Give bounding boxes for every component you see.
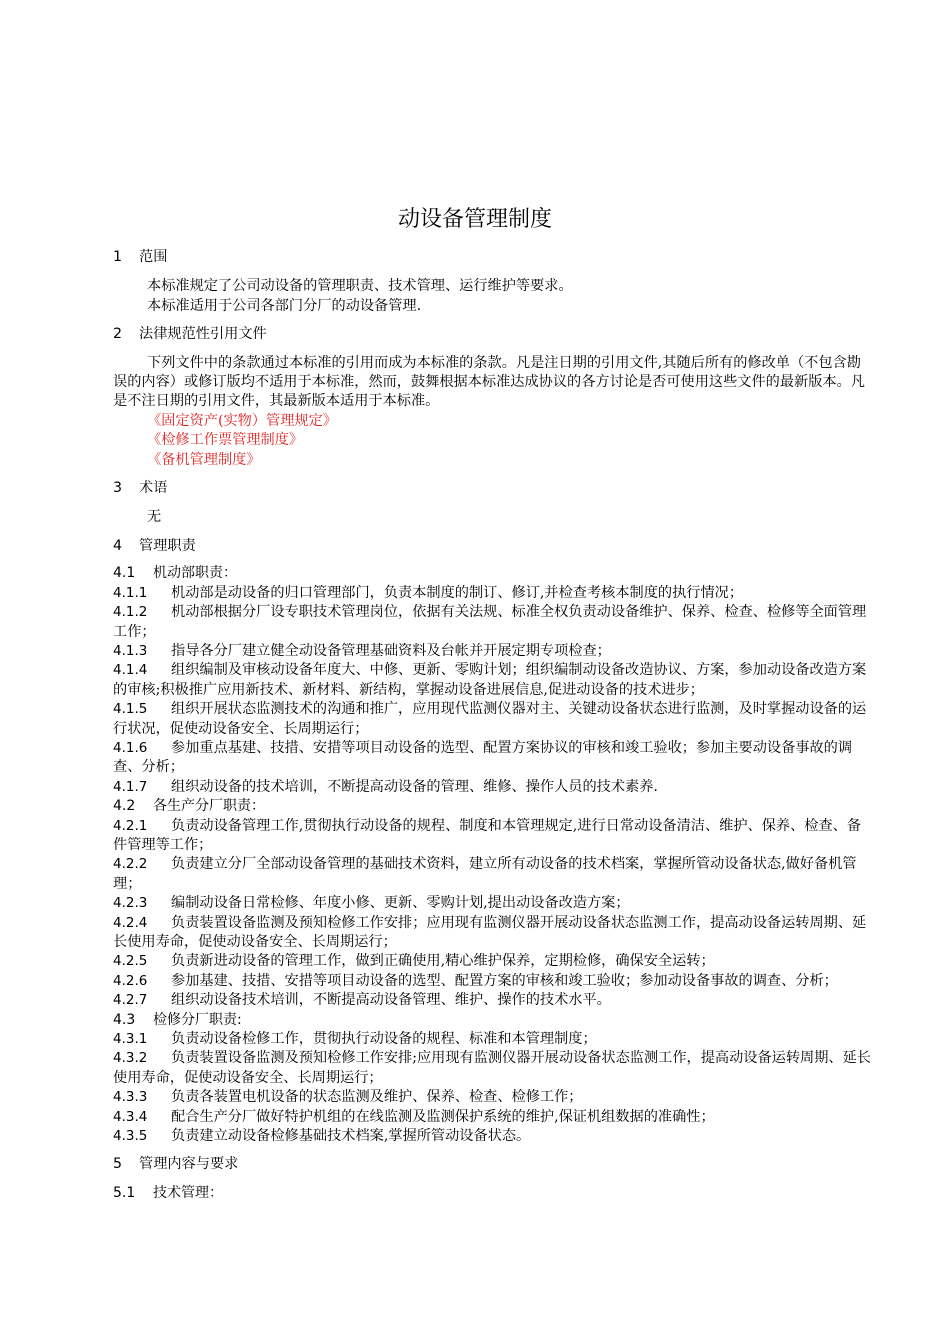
clause-item [113, 642, 873, 661]
clause-item [113, 778, 873, 797]
section-heading [113, 248, 873, 267]
section-title: 术语 [139, 480, 168, 497]
clause-text: 负责建立分厂全部动设备管理的基础技术资料，建立所有动设备的技术档案，掌握所管动设备状态,做好备机管理； [113, 856, 857, 892]
document-body [113, 243, 873, 1203]
subsection-number: 4.2 [113, 798, 136, 815]
section-heading [113, 325, 873, 344]
clause-item [113, 914, 873, 953]
clause-text: 组织编制及审核动设备年度大、中修、更新、零购计划；组织编制动设备改造协议、方案，参加动设备改造方案的审核;积极推广应用新技术、新材料、新结构，掌握动设备进展信息,促进动设备的技术进步； [113, 662, 867, 698]
subsection-number: 5.1 [113, 1184, 136, 1201]
clause-item [113, 1049, 873, 1088]
section-heading [113, 1155, 873, 1174]
reference-document: 《固定资产(实物）管理规定》 [147, 412, 337, 429]
clause-text: 负责建立动设备检修基础技术档案,掌握所管动设备状态。 [171, 1128, 531, 1145]
clause-number: 4.3.4 [113, 1108, 148, 1125]
clause-item [113, 1088, 873, 1107]
clause-text: 机动部是动设备的归口管理部门，负责本制度的制订、修订,并检查考核本制度的执行情况； [171, 584, 744, 601]
clause-item [113, 817, 873, 856]
clause-number: 4.2.7 [113, 992, 148, 1009]
clause-number: 4.1.7 [113, 778, 148, 795]
clause-number: 4.3.1 [113, 1031, 148, 1048]
reference-document: 《检修工作票管理制度》 [147, 432, 304, 449]
clause-text: 组织动设备的技术培训，不断提高动设备的管理、维修、操作人员的技术素养. [171, 778, 658, 795]
subsection-heading [113, 1011, 873, 1030]
clause-number: 4.1.6 [113, 739, 148, 756]
subsection-title: 检修分厂职责: [153, 1011, 242, 1028]
clause-text: 负责新进动设备的管理工作，做到正确使用,精心维护保养，定期检修，确保安全运转； [171, 953, 715, 970]
clause-item [113, 661, 873, 700]
section-title: 管理职责 [139, 537, 196, 554]
section-title: 范围 [139, 249, 168, 265]
section-number: 1 [113, 249, 123, 265]
reference-document: 《备机管理制度》 [147, 451, 261, 468]
clause-number: 4.2.4 [113, 914, 148, 931]
clause-item [113, 855, 873, 894]
subsection-number: 4.1 [113, 565, 136, 582]
clause-number: 4.2.2 [113, 856, 148, 873]
clause-text: 负责各装置电机设备的状态监测及维护、保养、检查、检修工作； [171, 1089, 583, 1106]
clause-item [113, 1030, 873, 1049]
clause-text: 组织开展状态监测技术的沟通和推广，应用现代监测仪器对主、关键动设备状态进行监测，及时掌握动设备的运行状况，促使动设备安全、长周期运行； [113, 701, 867, 737]
section-number: 5 [113, 1156, 123, 1173]
subsection-heading [113, 1184, 873, 1203]
clause-number: 4.1.1 [113, 584, 148, 601]
subsection-title: 各生产分厂职责： [153, 798, 265, 815]
clause-text: 负责动设备检修工作，贯彻执行动设备的规程、标准和本管理制度； [171, 1031, 597, 1048]
subsection-heading [113, 564, 873, 583]
clause-number: 4.1.5 [113, 701, 148, 718]
clause-text: 机动部根据分厂设专职技术管理岗位，依据有关法规、标准全权负责动设备维护、保养、检查、检修等全面管理工作； [113, 604, 867, 640]
clause-number: 4.1.3 [113, 642, 148, 659]
subsection-title: 技术管理： [153, 1184, 223, 1201]
subsection-number: 4.3 [113, 1011, 136, 1028]
clause-number: 4.3.5 [113, 1128, 148, 1145]
clause-number: 4.1.4 [113, 662, 148, 679]
clause-text: 指导各分厂建立健全动设备管理基础资料及台帐并开展定期专项检查； [171, 642, 611, 659]
clause-number: 4.2.3 [113, 895, 148, 912]
clause-text: 负责装置设备监测及预知检修工作安排；应用现有监测仪器开展动设备状态监测工作，提高动设备运转周期、延长使用寿命，促使动设备安全、长周期运行； [113, 914, 867, 950]
section-number: 2 [113, 326, 123, 343]
subsection-heading [113, 797, 873, 816]
clause-item [113, 739, 873, 778]
section-title: 法律规范性引用文件 [139, 326, 267, 343]
paragraph: 本标准适用于公司各部门分厂的动设备管理. [147, 297, 422, 314]
paragraph: 无 [147, 509, 162, 526]
document-title: 动设备管理制度 [397, 207, 552, 232]
clause-text: 参加基建、技措、安措等项目动设备的选型、配置方案的审核和竣工验收；参加动设备事故的调查、分析； [171, 972, 838, 989]
clause-number: 4.2.1 [113, 817, 148, 834]
clause-number: 4.2.5 [113, 953, 148, 970]
clause-item [113, 991, 873, 1010]
clause-text: 参加重点基建、技措、安措等项目动设备的选型、配置方案协议的审核和竣工验收；参加主要动设备事故的调查、分析； [113, 739, 853, 776]
section-heading [113, 537, 873, 556]
clause-item [113, 952, 873, 971]
section-number: 3 [113, 480, 123, 497]
clause-item [113, 894, 873, 913]
clause-item [113, 584, 873, 603]
clause-number: 4.1.2 [113, 604, 148, 621]
clause-text: 编制动设备日常检修、年度小修、更新、零购计划,提出动设备改造方案； [171, 895, 630, 912]
clause-number: 4.3.3 [113, 1089, 148, 1106]
clause-number: 4.3.2 [113, 1050, 148, 1067]
section-number: 4 [113, 537, 123, 554]
clause-item [113, 1127, 873, 1146]
clause-text: 配合生产分厂做好特护机组的在线监测及监测保护系统的维护,保证机组数据的准确性； [171, 1108, 715, 1125]
clause-item [113, 1108, 873, 1127]
clause-text: 负责动设备管理工作,贯彻执行动设备的规程、制度和本管理规定,进行日常动设备清洁、维护、保养、检查、备件管理等工作； [113, 817, 862, 853]
paragraph: 本标准规定了公司动设备的管理职责、技术管理、运行维护等要求。 [147, 278, 573, 295]
section-heading [113, 479, 873, 498]
clause-number: 4.2.6 [113, 972, 148, 989]
clause-item [113, 972, 873, 991]
section-title: 管理内容与要求 [139, 1156, 239, 1173]
subsection-title: 机动部职责： [153, 565, 237, 582]
clause-item [113, 700, 873, 739]
clause-text: 负责装置设备监测及预知检修工作安排;应用现有监测仪器开展动设备状态监测工作，提高动设备运转周期、延长使用寿命，促使动设备安全、长周期运行； [113, 1050, 871, 1086]
paragraph: 下列文件中的条款通过本标准的引用而成为本标准的条款。凡是注日期的引用文件,其随后所有的修改单（不包含勘误的内容）或修订版均不适用于本标准，然而，鼓舞根据本标准达成协议的各方讨论是否可使用这些文件的最新版本。凡是不注日期的引用文件，其最新版本适用于本标准。 [113, 354, 865, 410]
clause-item [113, 603, 873, 642]
clause-text: 组织动设备技术培训，不断提高动设备管理、维护、操作的技术水平。 [171, 992, 611, 1009]
